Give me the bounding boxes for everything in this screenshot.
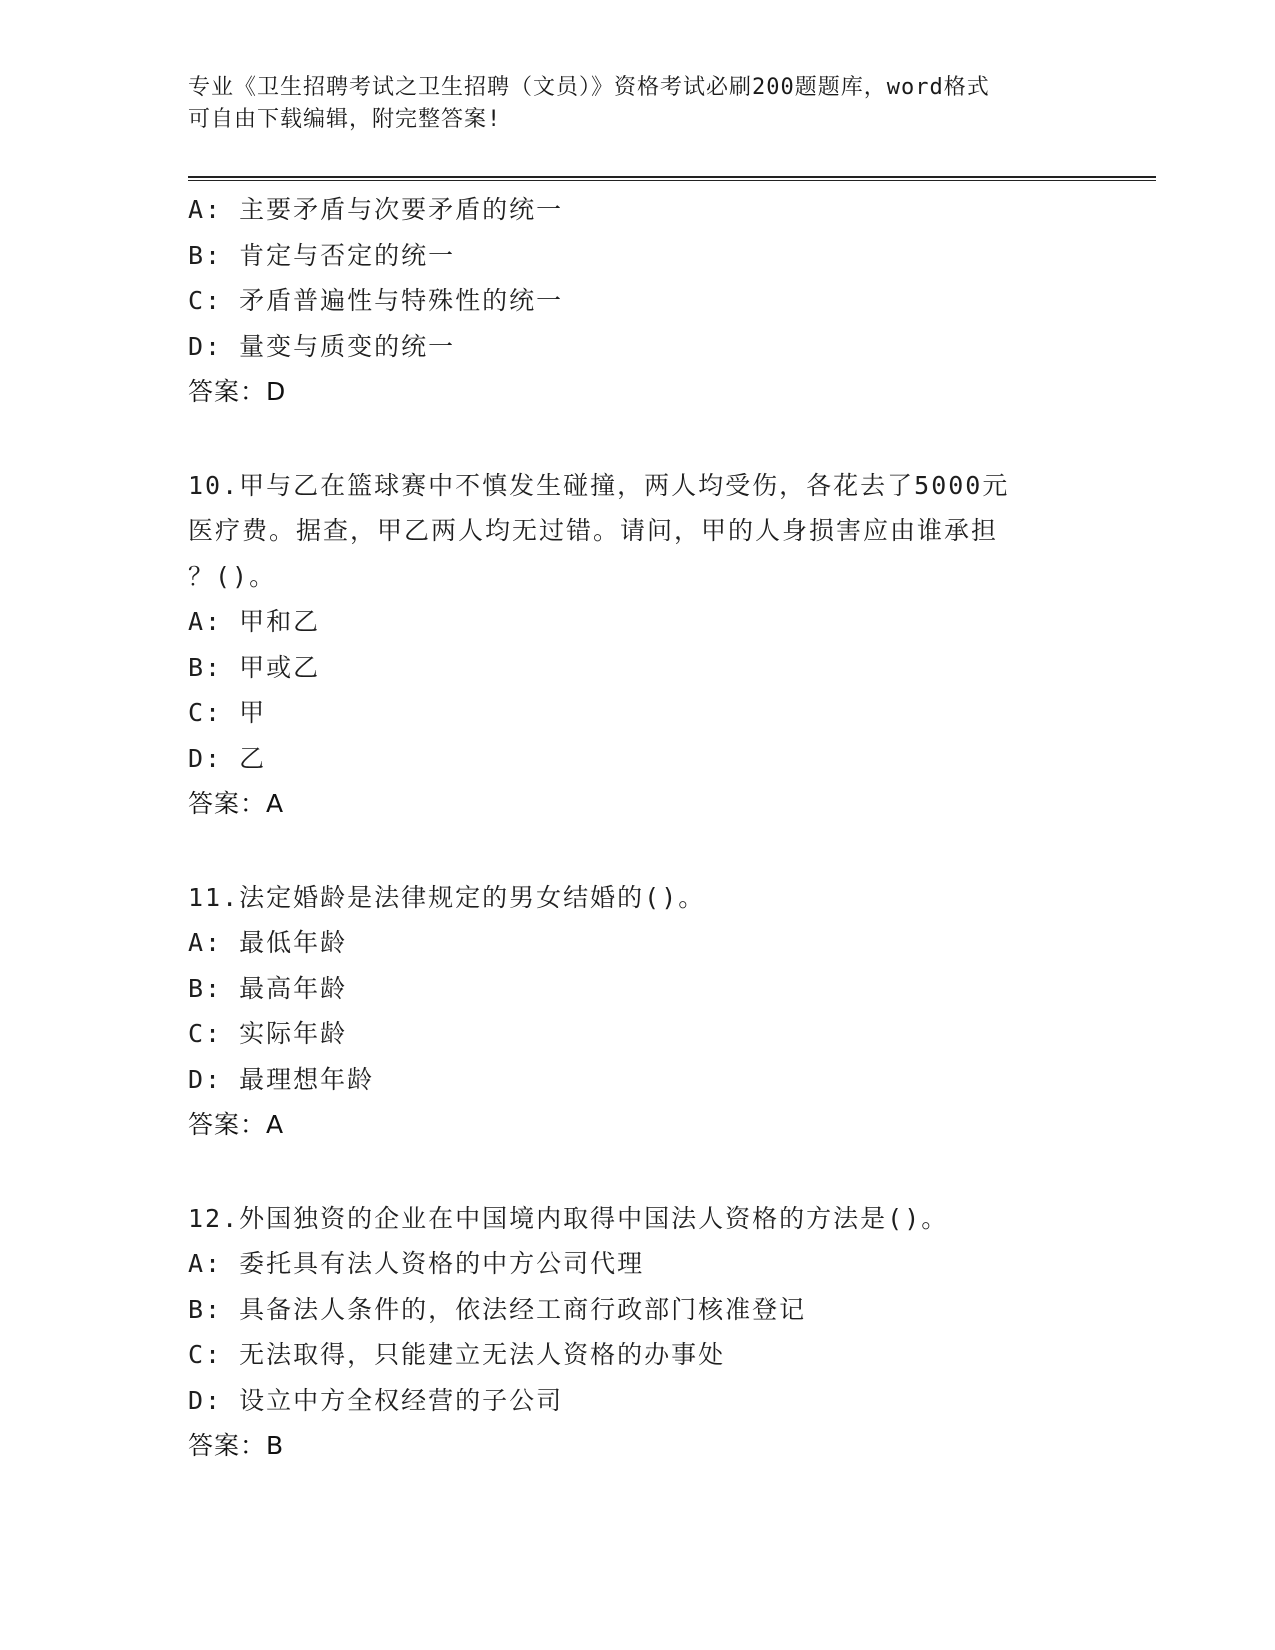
option-d: D: 最理想年龄 <box>188 1064 375 1094</box>
question-spacer <box>188 415 1088 463</box>
question-10 <box>188 463 1088 827</box>
header-divider <box>188 176 1156 181</box>
option-c: C: 甲 <box>188 698 267 727</box>
option-a: A: 甲和乙 <box>188 607 321 636</box>
question-spacer <box>188 827 1088 875</box>
question-stem: 11.法定婚龄是法律规定的男女结婚的()。 <box>188 882 706 912</box>
question-spacer <box>188 1148 1088 1196</box>
answer-line: 答案：A <box>188 1110 285 1139</box>
option-d: D: 设立中方全权经营的子公司 <box>188 1385 564 1415</box>
page-header <box>188 72 1068 136</box>
option-b: B: 肯定与否定的统一 <box>188 240 456 270</box>
option-c: C: 实际年龄 <box>188 1019 348 1048</box>
option-d: D: 量变与质变的统一 <box>188 331 456 361</box>
option-a: A: 委托具有法人资格的中方公司代理 <box>188 1249 645 1278</box>
option-d: D: 乙 <box>188 743 267 773</box>
option-c: C: 无法取得，只能建立无法人资格的办事处 <box>188 1340 726 1369</box>
option-b: B: 具备法人条件的，依法经工商行政部门核准登记 <box>188 1294 807 1324</box>
question-12 <box>188 1196 1088 1469</box>
question-stem-line-3: ？()。 <box>188 561 277 591</box>
answer-line: 答案：A <box>188 789 285 818</box>
answer-line: 答案：B <box>188 1431 285 1460</box>
question-stem-line-2: 医疗费。据查，甲乙两人均无过错。请问，甲的人身损害应由谁承担 <box>188 516 999 545</box>
question-list <box>188 187 1088 1469</box>
question-stem-line-1: 10.甲与乙在篮球赛中不慎发生碰撞，两人均受伤，各花去了5000元 <box>188 470 1010 500</box>
option-c: C: 矛盾普遍性与特殊性的统一 <box>188 286 564 315</box>
header-title-line-2: 可自由下载编辑，附完整答案! <box>188 107 502 132</box>
option-a: A: 最低年龄 <box>188 928 348 957</box>
option-a: A: 主要矛盾与次要矛盾的统一 <box>188 195 564 224</box>
option-b: B: 甲或乙 <box>188 652 321 682</box>
question-9 <box>188 187 1088 415</box>
question-11 <box>188 875 1088 1148</box>
answer-line: 答案：D <box>188 377 287 406</box>
option-b: B: 最高年龄 <box>188 973 348 1003</box>
question-stem: 12.外国独资的企业在中国境内取得中国法人资格的方法是()。 <box>188 1203 949 1233</box>
header-title-line-1: 专业《卫生招聘考试之卫生招聘（文员）》资格考试必刷200题题库，word格式 <box>188 75 990 100</box>
